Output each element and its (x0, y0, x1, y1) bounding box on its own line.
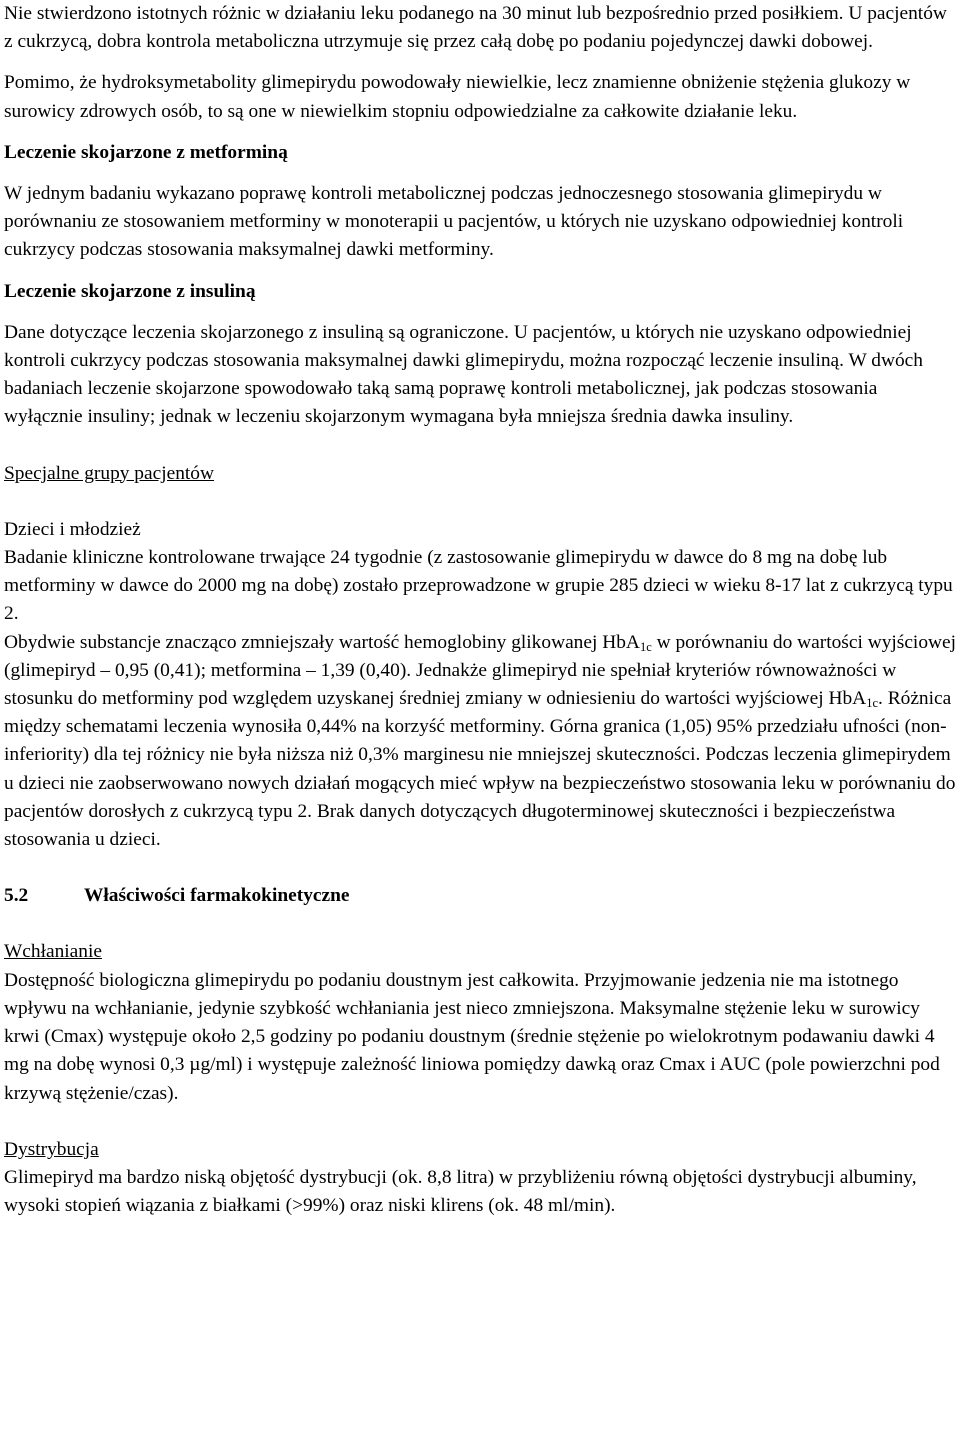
paragraph-absorption: Dostępność biologiczna glimepirydu po podaniu doustnym jest całkowita. Przyjmowanie jedzenia nie ma istotnego wpływu na wchłanianie, jedynie szybkość wchłaniania jest nieco zmniejszona. Maksymalne stężenie leku w surowicy krwi (Cmax) występuje około 2,5 godziny po podaniu doustnym (średnie stężenie po wielokrotnym podawaniu dawki 4 mg na dobę wynosi 0,3 µg/ml) i występuje zależność liniowa pomiędzy dawką oraz Cmax i AUC (pole powierzchni pod krzywą stężenie/czas). (4, 969, 940, 1104)
hba1c-subscript-1: 1c (639, 639, 652, 654)
paragraph-insulin-combination: Dane dotyczące leczenia skojarzonego z insuliną są ograniczone. U pacjentów, u których nie uzyskano odpowiedniej kontroli cukrzycy podczas stosowania maksymalnej dawki glimepirydu, można rozpocząć leczenie insuliną. W dwóch badaniach leczenie skojarzone spowodowało taką samą poprawę kontroli metabolicznej, jak podczas stosowania wyłącznie insuliny; jednak w leczeniu skojarzonym wymagana była mniejsza średnia dawka insuliny. (4, 321, 923, 428)
children-results-part-2: w porównaniu do wartości wyjściowej (glimepiryd – 0,95 (0,41); metformina – 1,39 (0,40). Jednakże glimepiryd nie spełniał kryteriów równoważności w stosunku do metforminy pod względem uzyskanej średniej zmiany w odniesieniu do wartości wyjściowej HbA (4, 631, 957, 710)
paragraph-distribution: Glimepiryd ma bardzo niską objętość dystrybucji (ok. 8,8 litra) w przybliżeniu równą objętości dystrybucji albuminy, wysoki stopień wiązania z białkami (>99%) oraz niski klirens (ok. 48 ml/min). (4, 1166, 917, 1217)
paragraph-dosing-timing: Nie stwierdzono istotnych różnic w działaniu leku podanego na 30 minut lub bezpośrednio przed posiłkiem. U pacjentów z cukrzycą, dobra kontrola metaboliczna utrzymuje się przez całą dobę po podaniu pojedynczej dawki dobowej. (4, 3, 947, 53)
paragraph-children-results (4, 629, 958, 855)
paragraph-metformin-combination: W jednym badaniu wykazano poprawę kontroli metabolicznej podczas jednoczesnego stosowania glimepirydu w porównaniu ze stosowaniem metforminy w monoterapii u pacjentów, u których nie uzyskano odpowiedniej kontroli cukrzycy podczas stosowania maksymalnej dawki metforminy. (4, 183, 904, 261)
children-results-part-3: . Różnica między schematami leczenia wynosiła 0,44% na korzyść metforminy. Górna granica (1,05) 95% przedziału ufności (non-inferiority) dla tej różnicy nie była niższa niż 0,3% marginesu nie mniejszej skuteczności. Podczas leczenia glimepirydem u dzieci nie zaobserwowano nowych działań mogących mieć wpływ na bezpieczeństwo stosowania leku w porównaniu do pacjentów dorosłych z cukrzycą typu 2. Brak danych dotyczących długoterminowej skuteczności i bezpieczeństwa stosowania u dzieci. (4, 688, 956, 851)
section-number: 5.2 (4, 885, 29, 907)
document-page (4, 0, 958, 1220)
section-title: Właściwości farmakokinetyczne (84, 885, 350, 907)
heading-insulin-combination: Leczenie skojarzone z insuliną (4, 280, 256, 302)
heading-children: Dzieci i młodzież (4, 518, 141, 540)
heading-distribution: Dystrybucja (4, 1138, 99, 1160)
paragraph-hydroxymetabolites: Pomimo, że hydroksymetabolity glimepirydu powodowały niewielkie, lecz znamienne obniżenie stężenia glukozy w surowicy zdrowych osób, to są one w niewielkim stopniu odpowiedzialne za całkowite działanie leku. (4, 72, 911, 122)
hba1c-subscript-2: 1c (866, 696, 878, 711)
section-heading-pharmacokinetics (4, 882, 958, 910)
paragraph-children-study: Badanie kliniczne kontrolowane trwające 24 tygodnie (z zastosowanie glimepirydu w dawce do 8 mg na dobę lub metforminy w dawce do 2000 mg na dobę) zostało przeprowadzone w grupie 285 dzieci w wieku 8-17 lat z cukrzycą typu 2. (4, 547, 953, 625)
children-results-part-1: Obydwie substancje znacząco zmniejszały wartość hemoglobiny glikowanej HbA (4, 631, 640, 653)
heading-absorption: Wchłanianie (4, 941, 102, 963)
heading-metformin-combination: Leczenie skojarzone z metforminą (4, 141, 288, 163)
heading-special-populations: Specjalne grupy pacjentów (4, 462, 214, 484)
